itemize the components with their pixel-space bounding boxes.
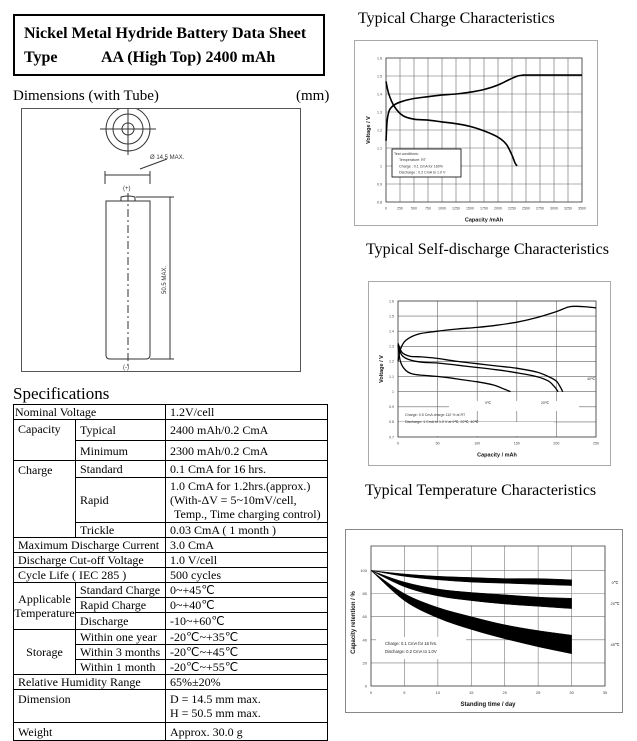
- negative-terminal-label: (-): [123, 365, 129, 371]
- y-tick-label: 20: [362, 660, 367, 666]
- y-tick-label: 1.5: [377, 74, 382, 79]
- table-row: [14, 538, 328, 553]
- x-tick-label: 1500: [466, 206, 474, 211]
- spec-value: 2400 mAh/0.2 CmA: [166, 420, 328, 441]
- dimensions-heading: Dimensions (with Tube): [13, 88, 159, 104]
- spec-label-multiline: [14, 583, 76, 630]
- spec-label: Storage: [14, 630, 76, 675]
- dimension-drawing: [21, 108, 301, 372]
- type-label: Type: [24, 49, 58, 66]
- y-tick-label: 1.4: [389, 329, 394, 334]
- y-tick-label: 1.2: [377, 128, 382, 133]
- spec-label: Relative Humidity Range: [14, 675, 166, 690]
- x-tick-label: 750: [425, 206, 431, 211]
- spec-value-line: 1.0 CmA for 1.2hrs.(approx.): [170, 479, 311, 493]
- spec-label: Charge: [14, 461, 76, 538]
- band-label: 20℃: [610, 600, 620, 606]
- spec-value: 3.0 CmA: [166, 538, 328, 553]
- y-tick-label: 60: [362, 614, 367, 620]
- y-tick-label: 100: [360, 568, 367, 574]
- x-tick-label: 0: [369, 690, 373, 695]
- curve-label: 0℃: [484, 401, 492, 405]
- self-discharge-chart-frame: [368, 281, 611, 466]
- x-axis-label: Capacity /mAh: [464, 217, 504, 224]
- spec-label: Weight: [14, 723, 166, 741]
- spec-value: -20℃~+55℃: [166, 660, 328, 675]
- spec-value-line: H = 50.5 mm max.: [170, 706, 261, 720]
- x-tick-label: 5: [403, 690, 406, 695]
- positive-terminal-label: (+): [123, 186, 131, 192]
- x-tick-label: 100: [474, 441, 481, 446]
- battery-drawing-icon: [22, 109, 300, 371]
- band-label: 0℃: [611, 580, 619, 586]
- series-line: [398, 345, 511, 392]
- x-tick-label: 1750: [480, 206, 488, 211]
- table-row: [14, 405, 328, 420]
- spec-value: 0.1 CmA for 16 hrs.: [166, 461, 328, 478]
- x-axis-label: Standing time / day: [460, 702, 516, 708]
- x-tick-label: 3500: [578, 206, 586, 211]
- y-tick-label: 80: [362, 591, 367, 597]
- label-background: [449, 401, 579, 411]
- y-tick-label: 0.8: [377, 200, 382, 205]
- temperature-chart-frame: [345, 529, 623, 713]
- table-row: [14, 630, 328, 645]
- x-tick-label: 35: [602, 690, 608, 695]
- table-row: [14, 461, 328, 478]
- y-tick-label: 1.3: [389, 344, 394, 349]
- spec-sublabel: Within 3 months: [76, 645, 166, 660]
- temperature-chart-title: Typical Temperature Characteristics: [365, 482, 597, 499]
- x-tick-label: 2500: [522, 206, 530, 211]
- title-box: [13, 14, 325, 76]
- y-tick-label: 1.6: [389, 299, 394, 304]
- spec-value: 65%±20%: [166, 675, 328, 690]
- spec-value-line: D = 14.5 mm max.: [170, 692, 261, 706]
- y-axis-label: Voltage / V: [379, 355, 385, 383]
- y-tick-label: 40: [362, 637, 367, 643]
- charge-chart-title: Typical Charge Characteristics: [358, 10, 555, 27]
- spec-value-line: Temp., Time charging control): [174, 507, 321, 521]
- legend-text: Discharge: 0.2 CmA to 1.0V: [385, 649, 437, 654]
- y-tick-label: 1.5: [389, 314, 394, 319]
- y-axis-label: Voltage / V: [366, 116, 372, 144]
- series-line: [398, 306, 596, 361]
- y-axis-label: Capacity retention / %: [351, 591, 357, 654]
- legend-text: Discharge : 0.2 CmA to 1.0 V: [399, 170, 446, 175]
- legend-text: Test conditions:: [394, 152, 419, 156]
- spec-sublabel: Rapid: [76, 478, 166, 523]
- y-tick-label: 1.4: [377, 92, 382, 97]
- plot-area: [371, 546, 605, 686]
- height-label: 50.5 MAX.: [162, 265, 168, 294]
- y-tick-label: 1.6: [377, 56, 382, 61]
- spec-value: -20℃~+35℃: [166, 630, 328, 645]
- x-tick-label: 2000: [494, 206, 502, 211]
- x-tick-label: 250: [593, 441, 599, 446]
- spec-value: 0~+40℃: [166, 598, 328, 613]
- band-label: 45℃: [610, 641, 620, 647]
- table-row: [14, 675, 328, 690]
- spec-value-multiline: [166, 690, 328, 723]
- x-tick-label: 20: [502, 690, 507, 695]
- x-tick-label: 0: [397, 441, 399, 446]
- spec-label: Maximum Discharge Current: [14, 538, 166, 553]
- spec-sublabel: Discharge: [76, 613, 166, 630]
- y-tick-label: 1.1: [389, 374, 394, 379]
- spec-label-line: Temperature: [14, 606, 75, 620]
- curve-label: 40℃: [586, 377, 596, 381]
- spec-value: 2300 mAh/0.2 CmA: [166, 441, 328, 461]
- x-axis-label: Capacity / mAh: [477, 452, 517, 459]
- table-row: [14, 583, 328, 598]
- y-tick-label: 1.2: [389, 359, 394, 364]
- charge-chart: [355, 41, 597, 225]
- x-tick-label: 30: [569, 690, 574, 695]
- y-tick-label: 1.3: [377, 110, 382, 115]
- spec-label: Capacity: [14, 420, 76, 461]
- spec-sublabel: Rapid Charge: [76, 598, 166, 613]
- spec-label: Discharge Cut-off Voltage: [14, 553, 166, 568]
- table-row: [14, 690, 328, 723]
- y-tick-label: 1: [380, 164, 382, 169]
- x-tick-label: 3250: [564, 206, 572, 211]
- x-tick-label: 3000: [550, 206, 558, 211]
- spec-value: 500 cycles: [166, 568, 328, 583]
- document-title: Nickel Metal Hydride Battery Data Sheet: [24, 25, 307, 42]
- x-tick-label: 1250: [452, 206, 460, 211]
- legend-text: Charge: 0.5 CmA charge 110 % at RT: [405, 413, 466, 417]
- spec-sublabel: Within 1 month: [76, 660, 166, 675]
- spec-value: 1.2V/cell: [166, 405, 328, 420]
- spec-sublabel: Minimum: [76, 441, 166, 461]
- legend-text: Charge : 0.1 CmA for 160%: [399, 164, 443, 169]
- y-tick-label: 0: [364, 683, 367, 689]
- spec-value: 1.0 V/cell: [166, 553, 328, 568]
- y-tick-label: 0.7: [389, 435, 394, 440]
- spec-sublabel: Standard: [76, 461, 166, 478]
- self-discharge-chart: [369, 282, 610, 465]
- x-tick-label: 2250: [508, 206, 516, 211]
- dimensions-unit: (mm): [296, 88, 330, 104]
- y-tick-label: 0.9: [389, 405, 394, 410]
- spec-label-line: Applicable: [18, 592, 71, 606]
- x-tick-label: 200: [553, 441, 560, 446]
- spec-label: Nominal Voltage: [14, 405, 166, 420]
- table-row: [14, 723, 328, 741]
- specifications-heading: Specifications: [13, 384, 110, 403]
- x-tick-label: 2750: [536, 206, 544, 211]
- legend-text: Temperature: RT: [399, 158, 426, 163]
- charge-chart-frame: [354, 40, 598, 226]
- temperature-chart: [346, 530, 622, 712]
- x-tick-label: 10: [435, 690, 441, 695]
- spec-value: -10~+60℃: [166, 613, 328, 630]
- x-tick-label: 15: [469, 690, 474, 695]
- y-tick-label: 0.8: [389, 420, 394, 425]
- y-tick-label: 1: [392, 389, 394, 394]
- spec-sublabel: Within one year: [76, 630, 166, 645]
- legend-text: Discharge: 1 CmA to 1.0 V at 0℃, 20℃, 40℃: [405, 420, 479, 424]
- spec-value-line: (With-ΔV = 5~10mV/cell,: [170, 493, 297, 507]
- spec-label: Cycle Life ( IEC 285 ): [14, 568, 166, 583]
- curve-label: 20℃: [540, 401, 550, 405]
- spec-value-multiline: [166, 478, 328, 523]
- legend-background: [399, 422, 554, 436]
- spec-sublabel: Trickle: [76, 523, 166, 538]
- type-value: AA (High Top) 2400 mAh: [101, 49, 276, 66]
- spec-value: Approx. 30.0 g: [166, 723, 328, 741]
- x-tick-label: 250: [397, 206, 403, 211]
- diameter-label: Ø 14.5 MAX.: [150, 155, 185, 161]
- y-tick-label: 0.9: [377, 182, 382, 187]
- x-tick-label: 500: [411, 206, 417, 211]
- spec-sublabel: Typical: [76, 420, 166, 441]
- spec-value: 0.03 CmA ( 1 month ): [166, 523, 328, 538]
- spec-value: -20℃~+45℃: [166, 645, 328, 660]
- spec-value: 0~+45℃: [166, 583, 328, 598]
- x-tick-label: 150: [513, 441, 520, 446]
- spec-sublabel: Standard Charge: [76, 583, 166, 598]
- x-tick-label: 25: [535, 690, 541, 695]
- specifications-table: [13, 404, 328, 741]
- x-tick-label: 0: [385, 206, 387, 211]
- spec-label: Dimension: [14, 690, 166, 723]
- table-row: [14, 568, 328, 583]
- series-line: [398, 346, 558, 391]
- table-row: [14, 553, 328, 568]
- y-tick-label: 1.1: [377, 146, 382, 151]
- table-row: [14, 420, 328, 441]
- x-tick-label: 50: [435, 441, 440, 446]
- x-tick-label: 1000: [438, 206, 446, 211]
- self-discharge-chart-title: Typical Self-discharge Characteristics: [366, 241, 609, 258]
- legend-text: Charge: 0.1 CmA for 16 hrs.: [385, 641, 438, 646]
